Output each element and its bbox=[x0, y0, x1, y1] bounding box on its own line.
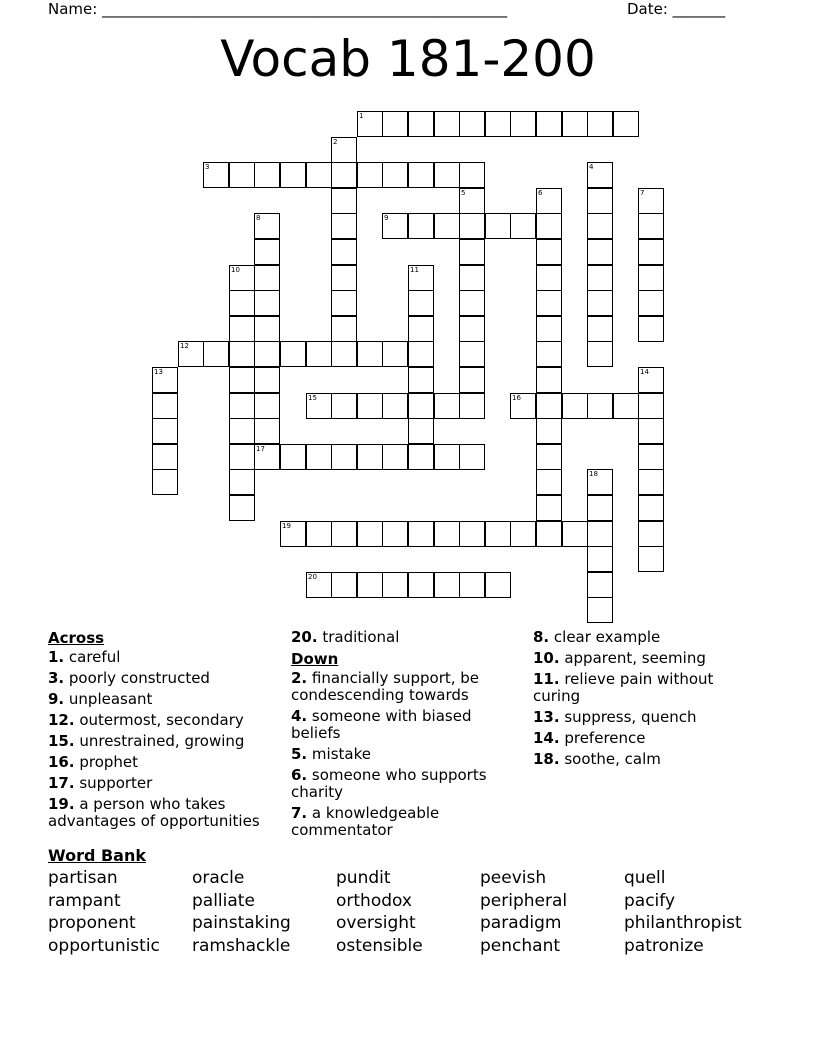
crossword-cell[interactable] bbox=[306, 572, 332, 598]
crossword-cell[interactable] bbox=[459, 444, 485, 470]
crossword-cell[interactable] bbox=[331, 572, 357, 598]
word-bank-word: ramshackle bbox=[192, 936, 291, 957]
crossword-cell[interactable] bbox=[536, 213, 562, 239]
clue-text: apparent, seeming bbox=[559, 649, 706, 667]
crossword-cell[interactable] bbox=[587, 495, 613, 521]
clue-number: 15 bbox=[308, 394, 317, 402]
crossword-cell[interactable] bbox=[536, 521, 562, 547]
crossword-cell[interactable] bbox=[229, 367, 255, 393]
down-clue bbox=[291, 805, 521, 839]
crossword-cell[interactable] bbox=[382, 572, 408, 598]
crossword-cell[interactable] bbox=[306, 393, 332, 419]
crossword-cell[interactable] bbox=[562, 521, 588, 547]
crossword-cell[interactable] bbox=[229, 418, 255, 444]
clue-num: 19. bbox=[48, 795, 75, 813]
crossword-cell[interactable] bbox=[357, 341, 383, 367]
clue-number: 19 bbox=[282, 522, 291, 530]
word-bank-word: rampant bbox=[48, 890, 121, 911]
crossword-cell[interactable] bbox=[408, 316, 434, 342]
down-clue bbox=[533, 650, 763, 667]
crossword-cell[interactable] bbox=[434, 572, 460, 598]
crossword-cell[interactable] bbox=[638, 188, 664, 214]
crossword-cell[interactable] bbox=[229, 290, 255, 316]
clue-number: 7 bbox=[640, 189, 645, 197]
clue-text: relieve pain without curing bbox=[533, 670, 714, 705]
word-bank-word: peevish bbox=[480, 868, 547, 888]
crossword-cell[interactable] bbox=[152, 469, 178, 495]
down-clue bbox=[533, 671, 763, 705]
crossword-cell[interactable] bbox=[408, 290, 434, 316]
word-bank-word: pacify bbox=[624, 890, 676, 911]
crossword-cell[interactable] bbox=[331, 213, 357, 239]
clue-text: someone with biased beliefs bbox=[291, 707, 472, 742]
word-bank-heading: Word Bank bbox=[48, 846, 147, 865]
crossword-cell[interactable] bbox=[408, 393, 434, 419]
clue-number: 10 bbox=[231, 266, 240, 274]
across-clue bbox=[48, 796, 278, 830]
crossword-cell[interactable] bbox=[613, 111, 639, 137]
crossword-cell[interactable] bbox=[638, 213, 664, 239]
crossword-cell[interactable] bbox=[459, 188, 485, 214]
crossword-cell[interactable] bbox=[254, 213, 280, 239]
crossword-cell[interactable] bbox=[459, 111, 485, 137]
crossword-cell[interactable] bbox=[331, 341, 357, 367]
clue-number: 3 bbox=[205, 163, 210, 171]
crossword-cell[interactable] bbox=[459, 341, 485, 367]
crossword-cell[interactable] bbox=[382, 444, 408, 470]
word-bank-word: oracle bbox=[192, 868, 245, 888]
across-clue bbox=[48, 712, 278, 729]
clue-text: someone who supports charity bbox=[291, 766, 487, 801]
clue-num: 17. bbox=[48, 774, 75, 792]
clue-num: 18. bbox=[533, 750, 560, 768]
crossword-cell[interactable] bbox=[203, 162, 229, 188]
clue-number: 4 bbox=[589, 163, 594, 171]
crossword-cell[interactable] bbox=[331, 239, 357, 265]
crossword-cell[interactable] bbox=[638, 239, 664, 265]
crossword-cell[interactable] bbox=[638, 469, 664, 495]
clue-num: 13. bbox=[533, 708, 560, 726]
across-clue bbox=[48, 754, 278, 771]
crossword-cell[interactable] bbox=[408, 265, 434, 291]
crossword-cell[interactable] bbox=[536, 444, 562, 470]
clue-number: 5 bbox=[461, 189, 466, 197]
clue-num: 5. bbox=[291, 745, 308, 763]
crossword-cell[interactable] bbox=[382, 341, 408, 367]
crossword-cell[interactable] bbox=[459, 290, 485, 316]
clue-num: 16. bbox=[48, 753, 75, 771]
clue-number: 2 bbox=[333, 138, 338, 146]
crossword-cell[interactable] bbox=[280, 162, 306, 188]
clue-text: suppress, quench bbox=[559, 708, 697, 726]
clue-text: a knowledgeable commentator bbox=[291, 804, 440, 839]
word-bank-word: palliate bbox=[192, 890, 255, 911]
word-bank-word: paradigm bbox=[480, 913, 562, 934]
crossword-cell[interactable] bbox=[229, 444, 255, 470]
crossword-cell[interactable] bbox=[357, 521, 383, 547]
clue-text: outermost, secondary bbox=[74, 711, 244, 729]
word-bank-word: penchant bbox=[480, 936, 561, 957]
crossword-cell[interactable] bbox=[536, 367, 562, 393]
crossword-cell[interactable] bbox=[638, 521, 664, 547]
crossword-cell[interactable] bbox=[331, 444, 357, 470]
crossword-cell[interactable] bbox=[229, 162, 255, 188]
crossword-cell[interactable] bbox=[331, 316, 357, 342]
down-clue bbox=[533, 730, 763, 747]
clue-num: 8. bbox=[533, 628, 550, 646]
page-title: Vocab 181-200 bbox=[220, 30, 596, 88]
crossword-cell[interactable] bbox=[331, 393, 357, 419]
crossword-cell[interactable] bbox=[587, 597, 613, 623]
crossword-cell[interactable] bbox=[638, 393, 664, 419]
crossword-cell[interactable] bbox=[382, 162, 408, 188]
crossword-cell[interactable] bbox=[152, 418, 178, 444]
word-bank-word: pundit bbox=[336, 868, 391, 888]
crossword-cell[interactable] bbox=[408, 572, 434, 598]
crossword-cell[interactable] bbox=[408, 367, 434, 393]
clue-number: 9 bbox=[384, 214, 389, 222]
crossword-cell[interactable] bbox=[331, 162, 357, 188]
crossword-cell[interactable] bbox=[434, 111, 460, 137]
crossword-cell[interactable] bbox=[587, 572, 613, 598]
clue-number: 13 bbox=[154, 368, 163, 376]
crossword-cell[interactable] bbox=[587, 111, 613, 137]
crossword-cell[interactable] bbox=[331, 521, 357, 547]
clue-num: 6. bbox=[291, 766, 308, 784]
down-clues-continued bbox=[533, 629, 763, 772]
crossword-cell[interactable] bbox=[434, 213, 460, 239]
clue-text: traditional bbox=[317, 628, 400, 646]
word-bank-word: patronize bbox=[624, 936, 704, 957]
crossword-cell[interactable] bbox=[459, 521, 485, 547]
clue-num: 11. bbox=[533, 670, 560, 688]
crossword-cell[interactable] bbox=[459, 162, 485, 188]
crossword-cell[interactable] bbox=[408, 521, 434, 547]
crossword-cell[interactable] bbox=[382, 521, 408, 547]
crossword-cell[interactable] bbox=[459, 572, 485, 598]
crossword-cell[interactable] bbox=[357, 162, 383, 188]
clue-text: financially support, be condescending towards bbox=[291, 669, 480, 704]
crossword-cell[interactable] bbox=[280, 444, 306, 470]
clue-num: 14. bbox=[533, 729, 560, 747]
crossword-cell[interactable] bbox=[536, 188, 562, 214]
crossword-cell[interactable] bbox=[331, 290, 357, 316]
crossword-cell[interactable] bbox=[357, 393, 383, 419]
clue-num: 12. bbox=[48, 711, 75, 729]
word-bank-word: quell bbox=[624, 868, 666, 888]
crossword-cell[interactable] bbox=[536, 341, 562, 367]
crossword-cell[interactable] bbox=[382, 213, 408, 239]
clue-text: a person who takes advantages of opportunities bbox=[48, 795, 260, 830]
crossword-cell[interactable] bbox=[613, 393, 639, 419]
crossword-cell[interactable] bbox=[357, 444, 383, 470]
crossword-cell[interactable] bbox=[638, 444, 664, 470]
crossword-cell[interactable] bbox=[254, 393, 280, 419]
crossword-cell[interactable] bbox=[510, 521, 536, 547]
crossword-cell[interactable] bbox=[152, 393, 178, 419]
word-bank-word: oversight bbox=[336, 913, 416, 934]
crossword-cell[interactable] bbox=[536, 495, 562, 521]
across-clue bbox=[291, 629, 521, 646]
crossword-cell[interactable] bbox=[434, 162, 460, 188]
crossword-cell[interactable] bbox=[562, 393, 588, 419]
crossword-cell[interactable] bbox=[229, 469, 255, 495]
crossword-cell[interactable] bbox=[229, 316, 255, 342]
word-bank-word: painstaking bbox=[192, 913, 291, 934]
crossword-cell[interactable] bbox=[331, 137, 357, 163]
crossword-cell[interactable] bbox=[434, 444, 460, 470]
clue-num: 15. bbox=[48, 732, 75, 750]
clue-text: prophet bbox=[74, 753, 139, 771]
clue-text: poorly constructed bbox=[64, 669, 210, 687]
clue-num: 9. bbox=[48, 690, 65, 708]
crossword-cell[interactable] bbox=[408, 341, 434, 367]
crossword-cell[interactable] bbox=[254, 341, 280, 367]
crossword-cell[interactable] bbox=[536, 316, 562, 342]
crossword-cell[interactable] bbox=[280, 521, 306, 547]
down-heading: Down bbox=[291, 650, 339, 668]
crossword-cell[interactable] bbox=[536, 418, 562, 444]
crossword-cell[interactable] bbox=[485, 521, 511, 547]
crossword-cell[interactable] bbox=[536, 469, 562, 495]
crossword-cell[interactable] bbox=[459, 265, 485, 291]
clue-number: 8 bbox=[256, 214, 261, 222]
crossword-cell[interactable] bbox=[280, 341, 306, 367]
clue-number: 16 bbox=[512, 394, 521, 402]
crossword-cell[interactable] bbox=[587, 393, 613, 419]
clue-num: 4. bbox=[291, 707, 308, 725]
crossword-cell[interactable] bbox=[254, 265, 280, 291]
crossword-cell[interactable] bbox=[587, 162, 613, 188]
crossword-cell[interactable] bbox=[152, 367, 178, 393]
crossword-cell[interactable] bbox=[357, 572, 383, 598]
crossword-cell[interactable] bbox=[382, 111, 408, 137]
crossword-cell[interactable] bbox=[254, 162, 280, 188]
crossword-cell[interactable] bbox=[638, 495, 664, 521]
crossword-cell[interactable] bbox=[229, 265, 255, 291]
crossword-cell[interactable] bbox=[587, 239, 613, 265]
crossword-cell[interactable] bbox=[638, 265, 664, 291]
crossword-cell[interactable] bbox=[638, 546, 664, 572]
crossword-cell[interactable] bbox=[408, 162, 434, 188]
crossword-cell[interactable] bbox=[485, 213, 511, 239]
crossword-cell[interactable] bbox=[459, 213, 485, 239]
clue-number: 17 bbox=[256, 445, 265, 453]
clue-num: 7. bbox=[291, 804, 308, 822]
crossword-cell[interactable] bbox=[434, 393, 460, 419]
crossword-cell[interactable] bbox=[562, 111, 588, 137]
clue-number: 20 bbox=[308, 573, 317, 581]
crossword-cell[interactable] bbox=[587, 213, 613, 239]
crossword-cell[interactable] bbox=[485, 111, 511, 137]
clue-text: mistake bbox=[307, 745, 371, 763]
crossword-cell[interactable] bbox=[459, 367, 485, 393]
clue-text: careful bbox=[64, 648, 121, 666]
crossword-cell[interactable] bbox=[459, 316, 485, 342]
clue-text: unrestrained, growing bbox=[74, 732, 245, 750]
crossword-cell[interactable] bbox=[306, 521, 332, 547]
clue-num: 20. bbox=[291, 628, 318, 646]
crossword-cell[interactable] bbox=[459, 239, 485, 265]
crossword-cell[interactable] bbox=[510, 213, 536, 239]
word-bank-word: proponent bbox=[48, 913, 136, 934]
clue-number: 14 bbox=[640, 368, 649, 376]
crossword-cell[interactable] bbox=[510, 111, 536, 137]
name-field-label[interactable]: Name: ______________________________________________________ bbox=[48, 0, 508, 18]
crossword-cell[interactable] bbox=[229, 393, 255, 419]
word-bank-word: ostensible bbox=[336, 936, 423, 957]
down-clue bbox=[533, 629, 763, 646]
crossword-cell[interactable] bbox=[203, 341, 229, 367]
clue-number: 12 bbox=[180, 342, 189, 350]
down-clue bbox=[291, 670, 521, 704]
clue-num: 3. bbox=[48, 669, 65, 687]
crossword-cell[interactable] bbox=[510, 393, 536, 419]
across-clue bbox=[48, 649, 278, 666]
down-clue bbox=[291, 767, 521, 801]
crossword-cell[interactable] bbox=[485, 572, 511, 598]
word-bank-word: philanthropist bbox=[624, 913, 742, 934]
crossword-cell[interactable] bbox=[178, 341, 204, 367]
crossword-cell[interactable] bbox=[306, 162, 332, 188]
crossword-cell[interactable] bbox=[254, 367, 280, 393]
crossword-cell[interactable] bbox=[587, 341, 613, 367]
clue-text: supporter bbox=[74, 774, 153, 792]
crossword-cell[interactable] bbox=[382, 393, 408, 419]
crossword-cell[interactable] bbox=[638, 418, 664, 444]
down-clue bbox=[291, 746, 521, 763]
clue-number: 1 bbox=[359, 112, 364, 120]
crossword-cell[interactable] bbox=[587, 316, 613, 342]
crossword-cell[interactable] bbox=[536, 111, 562, 137]
word-bank-word: peripheral bbox=[480, 890, 568, 911]
across-clues-continued bbox=[291, 629, 521, 843]
clue-number: 18 bbox=[589, 470, 598, 478]
clue-num: 1. bbox=[48, 648, 65, 666]
clue-text: clear example bbox=[549, 628, 661, 646]
clue-num: 2. bbox=[291, 669, 308, 687]
crossword-cell[interactable] bbox=[587, 290, 613, 316]
crossword-cell[interactable] bbox=[408, 111, 434, 137]
crossword-cell[interactable] bbox=[536, 290, 562, 316]
clue-number: 11 bbox=[410, 266, 419, 274]
clue-text: preference bbox=[559, 729, 646, 747]
crossword-cell[interactable] bbox=[254, 418, 280, 444]
crossword-cell[interactable] bbox=[408, 444, 434, 470]
crossword-cell[interactable] bbox=[638, 367, 664, 393]
clue-text: unpleasant bbox=[64, 690, 153, 708]
crossword-cell[interactable] bbox=[229, 495, 255, 521]
crossword-cell[interactable] bbox=[587, 188, 613, 214]
crossword-cell[interactable] bbox=[638, 316, 664, 342]
across-clue bbox=[48, 733, 278, 750]
crossword-cell[interactable] bbox=[331, 265, 357, 291]
crossword-cell[interactable] bbox=[254, 290, 280, 316]
crossword-cell[interactable] bbox=[587, 265, 613, 291]
crossword-cell[interactable] bbox=[587, 469, 613, 495]
crossword-cell[interactable] bbox=[434, 521, 460, 547]
crossword-cell[interactable] bbox=[152, 444, 178, 470]
crossword-cell[interactable] bbox=[536, 265, 562, 291]
down-clue bbox=[533, 709, 763, 726]
word-bank-word: opportunistic bbox=[48, 936, 160, 957]
crossword-cell[interactable] bbox=[229, 341, 255, 367]
crossword-cell[interactable] bbox=[459, 393, 485, 419]
down-clue bbox=[291, 708, 521, 742]
crossword-cell[interactable] bbox=[254, 239, 280, 265]
crossword-cell[interactable] bbox=[408, 213, 434, 239]
crossword-cell[interactable] bbox=[587, 546, 613, 572]
crossword-cell[interactable] bbox=[587, 521, 613, 547]
date-field-label[interactable]: Date: _______ bbox=[627, 0, 726, 18]
clue-text: soothe, calm bbox=[559, 750, 661, 768]
crossword-cell[interactable] bbox=[254, 316, 280, 342]
crossword-cell[interactable] bbox=[306, 341, 332, 367]
crossword-cell[interactable] bbox=[306, 444, 332, 470]
word-bank-word: partisan bbox=[48, 868, 118, 888]
crossword-cell[interactable] bbox=[331, 188, 357, 214]
clue-number: 6 bbox=[538, 189, 543, 197]
crossword-cell[interactable] bbox=[638, 290, 664, 316]
word-bank-word: orthodox bbox=[336, 890, 412, 911]
across-clue bbox=[48, 670, 278, 687]
clue-num: 10. bbox=[533, 649, 560, 667]
across-clues bbox=[48, 629, 278, 834]
crossword-cell[interactable] bbox=[357, 111, 383, 137]
down-clue bbox=[533, 751, 763, 768]
crossword-cell[interactable] bbox=[408, 418, 434, 444]
crossword-cell[interactable] bbox=[254, 444, 280, 470]
crossword-cell[interactable] bbox=[536, 393, 562, 419]
across-clue bbox=[48, 691, 278, 708]
crossword-cell[interactable] bbox=[536, 239, 562, 265]
across-heading: Across bbox=[48, 629, 105, 647]
across-clue bbox=[48, 775, 278, 792]
